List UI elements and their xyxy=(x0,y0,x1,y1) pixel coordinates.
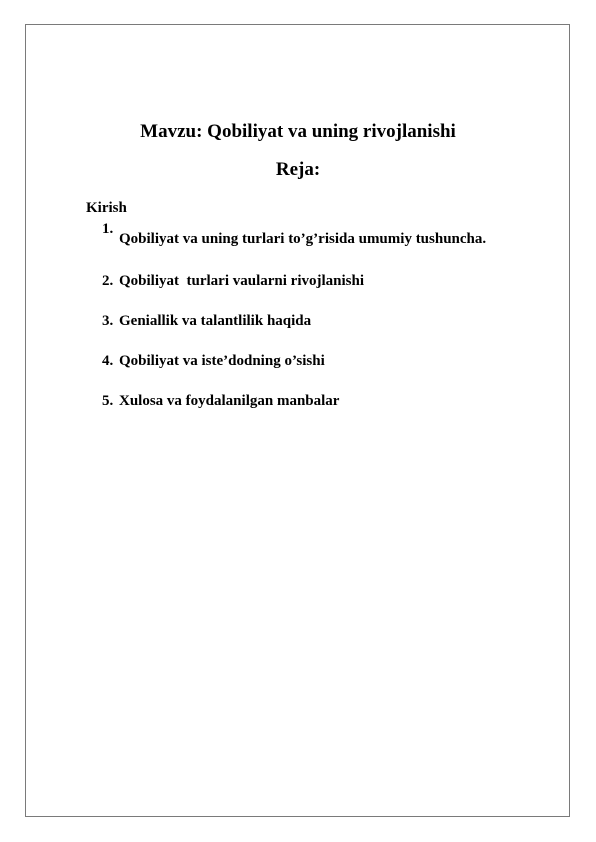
plan-item-number: 2. xyxy=(102,273,114,289)
document-title: Mavzu: Qobiliyat va uning rivojlanishi xyxy=(140,121,456,142)
plan-item-number: 5. xyxy=(102,393,114,409)
plan-heading: Reja: xyxy=(275,159,321,180)
plan-item-1 xyxy=(102,219,538,259)
plan-item-number: 4. xyxy=(102,353,114,369)
plan-item-text: Xulosa va foydalanilgan manbalar xyxy=(119,393,340,409)
intro-label: Kirish xyxy=(86,200,127,216)
plan-item-text: Qobiliyat turlari vaularni rivojlanishi xyxy=(119,273,365,289)
plan-item-text: Geniallik va talantlilik haqida xyxy=(119,313,312,329)
plan-item-2 xyxy=(102,271,538,291)
plan-item-text: Qobiliyat va uning turlari to’g’risida umumiy tushuncha. xyxy=(119,231,487,247)
plan-item-text: Qobiliyat va iste’dodning o’sishi xyxy=(119,353,325,369)
plan-item-5 xyxy=(102,391,538,411)
plan-item-4 xyxy=(102,351,538,371)
plan-item-3 xyxy=(102,311,538,331)
plan-item-number: 3. xyxy=(102,313,114,329)
plan-list xyxy=(102,221,538,431)
plan-item-number: 1. xyxy=(102,221,114,237)
